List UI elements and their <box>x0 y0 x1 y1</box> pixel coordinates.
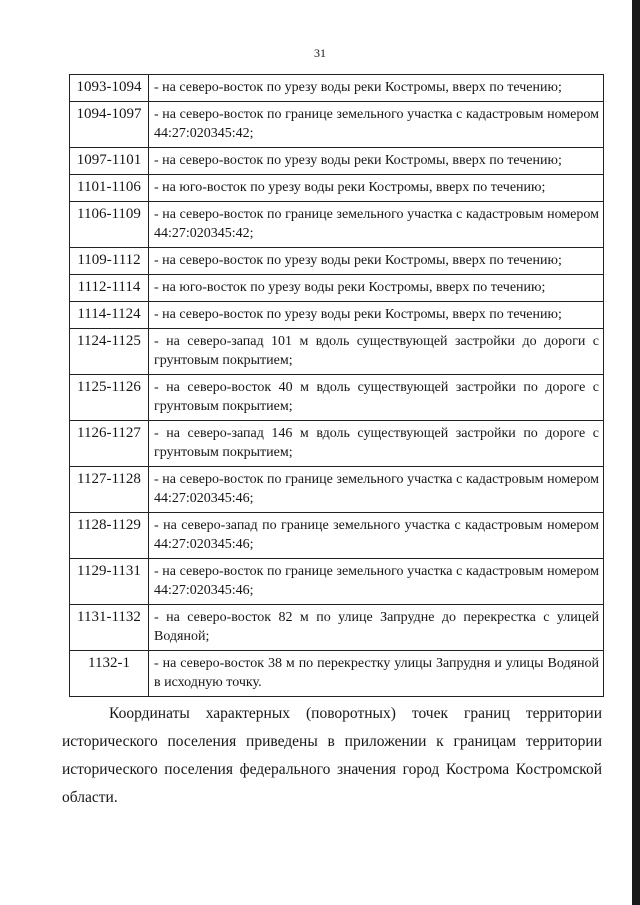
table-row <box>70 175 604 202</box>
description-cell: - на северо-восток по урезу воды реки Костромы, вверх по течению; <box>149 148 604 175</box>
segment-cell: 1112-1114 <box>70 275 149 302</box>
table-row <box>70 202 604 248</box>
segment-cell: 1097-1101 <box>70 148 149 175</box>
table-row <box>70 148 604 175</box>
closing-paragraph: Координаты характерных (поворотных) точек границ территории исторического поселения приведены в приложении к границам территории исторического поселения федерального значения город Кострома Костромской области. <box>62 704 602 806</box>
table-row <box>70 248 604 275</box>
table-row <box>70 605 604 651</box>
table-row <box>70 513 604 559</box>
segment-cell: 1126-1127 <box>70 421 149 467</box>
segment-cell: 1093-1094 <box>70 75 149 102</box>
description-cell: - на северо-восток по урезу воды реки Костромы, вверх по течению; <box>149 75 604 102</box>
description-cell: - на северо-восток по урезу воды реки Костромы, вверх по течению; <box>149 248 604 275</box>
boundary-segments-table <box>69 74 604 697</box>
description-cell: - на северо-восток по границе земельного участка с кадастровым номером 44:27:020345:42; <box>149 202 604 248</box>
description-cell: - на юго-восток по урезу воды реки Костромы, вверх по течению; <box>149 275 604 302</box>
segment-cell: 1124-1125 <box>70 329 149 375</box>
segment-cell: 1129-1131 <box>70 559 149 605</box>
description-cell: - на северо-восток по границе земельного участка с кадастровым номером 44:27:020345:46; <box>149 559 604 605</box>
scan-edge <box>632 0 640 905</box>
description-cell: - на северо-запад 101 м вдоль существующей застройки до дороги с грунтовым покрытием; <box>149 329 604 375</box>
segment-cell: 1127-1128 <box>70 467 149 513</box>
description-cell: - на северо-запад 146 м вдоль существующей застройки по дороге с грунтовым покрытием; <box>149 421 604 467</box>
table-row <box>70 375 604 421</box>
segment-cell: 1114-1124 <box>70 302 149 329</box>
table-row <box>70 329 604 375</box>
segment-cell: 1132-1 <box>70 651 149 697</box>
segment-cell: 1094-1097 <box>70 102 149 148</box>
table-row <box>70 302 604 329</box>
description-cell: - на северо-восток 82 м по улице Запрудне до перекрестка с улицей Водяной; <box>149 605 604 651</box>
description-cell: - на северо-восток по урезу воды реки Костромы, вверх по течению; <box>149 302 604 329</box>
segment-cell: 1128-1129 <box>70 513 149 559</box>
table-row <box>70 559 604 605</box>
description-cell: - на северо-восток 40 м вдоль существующей застройки по дороге с грунтовым покрытием; <box>149 375 604 421</box>
description-cell: - на северо-восток по границе земельного участка с кадастровым номером 44:27:020345:42; <box>149 102 604 148</box>
segment-cell: 1109-1112 <box>70 248 149 275</box>
description-cell: - на северо-запад по границе земельного участка с кадастровым номером 44:27:020345:46; <box>149 513 604 559</box>
description-cell: - на северо-восток 38 м по перекрестку улицы Запрудня и улицы Водяной в исходную точку. <box>149 651 604 697</box>
table-row <box>70 102 604 148</box>
description-cell: - на северо-восток по границе земельного участка с кадастровым номером 44:27:020345:46; <box>149 467 604 513</box>
segment-cell: 1125-1126 <box>70 375 149 421</box>
segment-cell: 1106-1109 <box>70 202 149 248</box>
table-row <box>70 651 604 697</box>
segment-cell: 1101-1106 <box>70 175 149 202</box>
table-row <box>70 467 604 513</box>
segment-cell: 1131-1132 <box>70 605 149 651</box>
table-row <box>70 275 604 302</box>
page-number: 31 <box>314 46 326 60</box>
description-cell: - на юго-восток по урезу воды реки Костромы, вверх по течению; <box>149 175 604 202</box>
table-row <box>70 421 604 467</box>
table-row <box>70 75 604 102</box>
